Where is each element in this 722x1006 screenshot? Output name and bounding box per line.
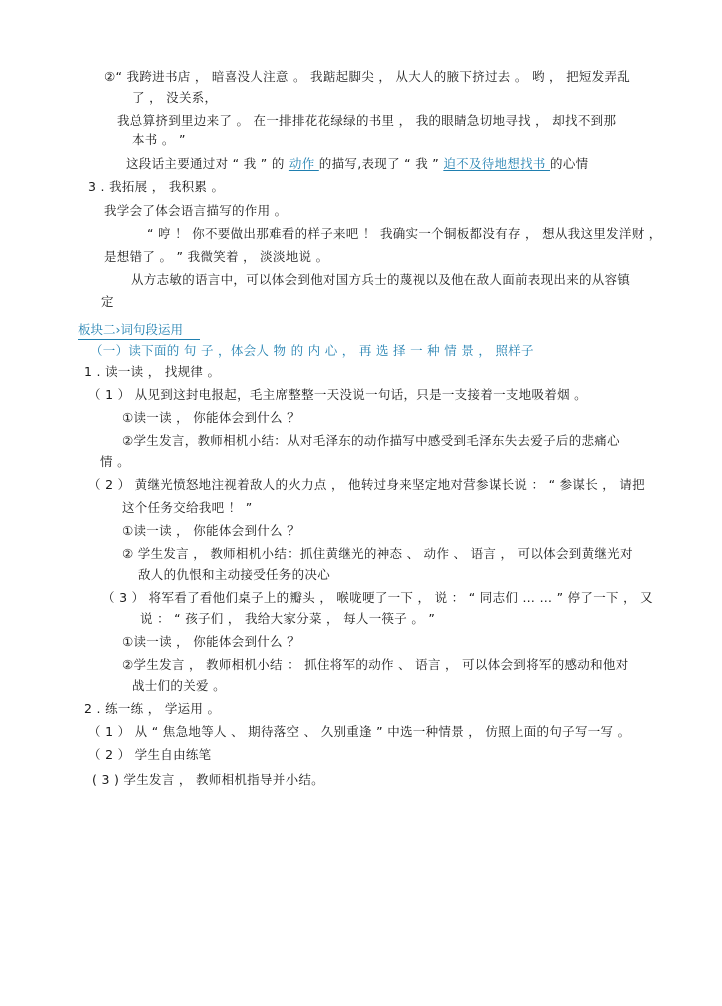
quote-line-2: 是想错了 。 ” 我微笑着 ， 淡淡地说 。	[104, 249, 329, 264]
quote-analysis-line-2: 定	[101, 294, 114, 309]
sentence-3-question: ①读一读 ， 你能体会到什么 ？	[122, 634, 300, 649]
section-heading	[78, 322, 183, 338]
sentence-2-answer-line-2: 敌人的仇恨和主动接受任务的决心	[138, 567, 331, 582]
sentence-3-line-2: 说 ： “ 孩子们 ， 我给大家分菜 ， 每人一筷子 。 ”	[140, 611, 436, 626]
passage-line-3: 我总算挤到里边来了 。 在一排排花花绿绿的书里 ， 我的眼睛急切地寻找 ， 却找不到那	[117, 113, 617, 128]
sentence-2-line-1: （ 2 ） 黄继光愤怒地注视着敌人的火力点 ， 他转过身来坚定地对营参谋长说 ： “ 参谋长 ， 请把	[88, 477, 645, 492]
sentence-1-answer-line-2: 情 。	[100, 454, 130, 469]
passage-line-2: 了 ， 没关系，	[132, 90, 218, 105]
quote-line-1: “ 哼 ！ 你不要做出那难看的样子来吧 ！ 我确实一个铜板都没有存 ， 想从我这里发洋财 ，	[147, 226, 662, 241]
item-3-heading: 3 . 我拓展 ， 我积累 。	[88, 179, 225, 194]
sentence-1-answer-line-1: ②学生发言，教师相机小结：从对毛泽东的动作描写中感受到毛泽东失去爱子后的悲痛心	[122, 433, 620, 448]
section-underline	[78, 339, 200, 340]
answer-blank-action: 动作	[288, 156, 319, 171]
sentence-2-answer-line-1: ② 学生发言 ， 教师相机小结：抓住黄继光的神态 、 动作 、 语言 ， 可以体会到黄继光对	[122, 546, 633, 561]
item-3-subheading: 我学会了体会语言描写的作用 。	[104, 203, 288, 218]
item-1-heading: 1 . 读一读 ， 找规律 。	[84, 364, 221, 379]
section-subtitle: （一）读下面的 句 子 ，体会人 物 的 内 心 ， 再 选 择 一 种 情 景 ， 照样子	[90, 343, 534, 358]
practice-3: ( 3 ) 学生发言 ， 教师相机指导并小结。	[92, 772, 324, 787]
quote-analysis-line-1: 从方志敏的语言中，可以体会到他对国方兵士的蔑视以及他在敌人面前表现出来的从容镇	[131, 272, 631, 287]
item-2-heading: 2 . 练一练 ， 学运用 。	[84, 701, 221, 716]
analysis-text-c: 的心情	[550, 156, 589, 171]
section-arrow-icon: ›	[115, 322, 121, 337]
sentence-1: （ 1 ） 从见到这封电报起，毛主席整整一天没说一句话，只是一支接着一支地吸着烟 。	[88, 387, 587, 402]
passage-line-1: ②“ 我跨进书店 ， 暗喜没人注意 。 我踮起脚尖 ， 从大人的腋下挤过去 。 哟 ， 把短发弄乱	[104, 69, 631, 84]
section-label: 板块二	[78, 322, 116, 337]
analysis-text-b: 的描写,表现了 “ 我 ”	[318, 156, 444, 171]
sentence-2-question: ①读一读 ， 你能体会到什么 ？	[122, 523, 300, 538]
analysis-line	[126, 156, 588, 172]
passage-line-4: 本书 。 ”	[132, 132, 186, 147]
sentence-3-answer-line-2: 战士们的关爱 。	[132, 678, 226, 693]
answer-blank-feeling: 迫不及待地想找书	[443, 156, 551, 171]
sentence-3-line-1: （ 3 ） 将军看了看他们桌子上的瓣头 ， 喉咙哽了一下 ， 说 ： “ 同志们 … … ” 停了一下 ， 又	[102, 590, 653, 605]
sentence-2-line-2: 这个任务交给我吧 ！ ”	[122, 500, 253, 515]
analysis-text-a: 这段话主要通过对 “ 我 ” 的	[126, 156, 289, 171]
practice-1: （ 1 ） 从 “ 焦急地等人 、 期待落空 、 久别重逢 ” 中选一种情景 ， 仿照上面的句子写一写 。	[88, 724, 631, 739]
practice-2: （ 2 ） 学生自由练笔	[88, 747, 212, 762]
sentence-3-answer-line-1: ②学生发言 ， 教师相机小结 ： 抓住将军的动作 、 语言 ， 可以体会到将军的感动和他对	[122, 657, 629, 672]
section-title: 词句段运用	[120, 322, 184, 337]
sentence-1-question: ①读一读 ， 你能体会到什么 ？	[122, 410, 300, 425]
